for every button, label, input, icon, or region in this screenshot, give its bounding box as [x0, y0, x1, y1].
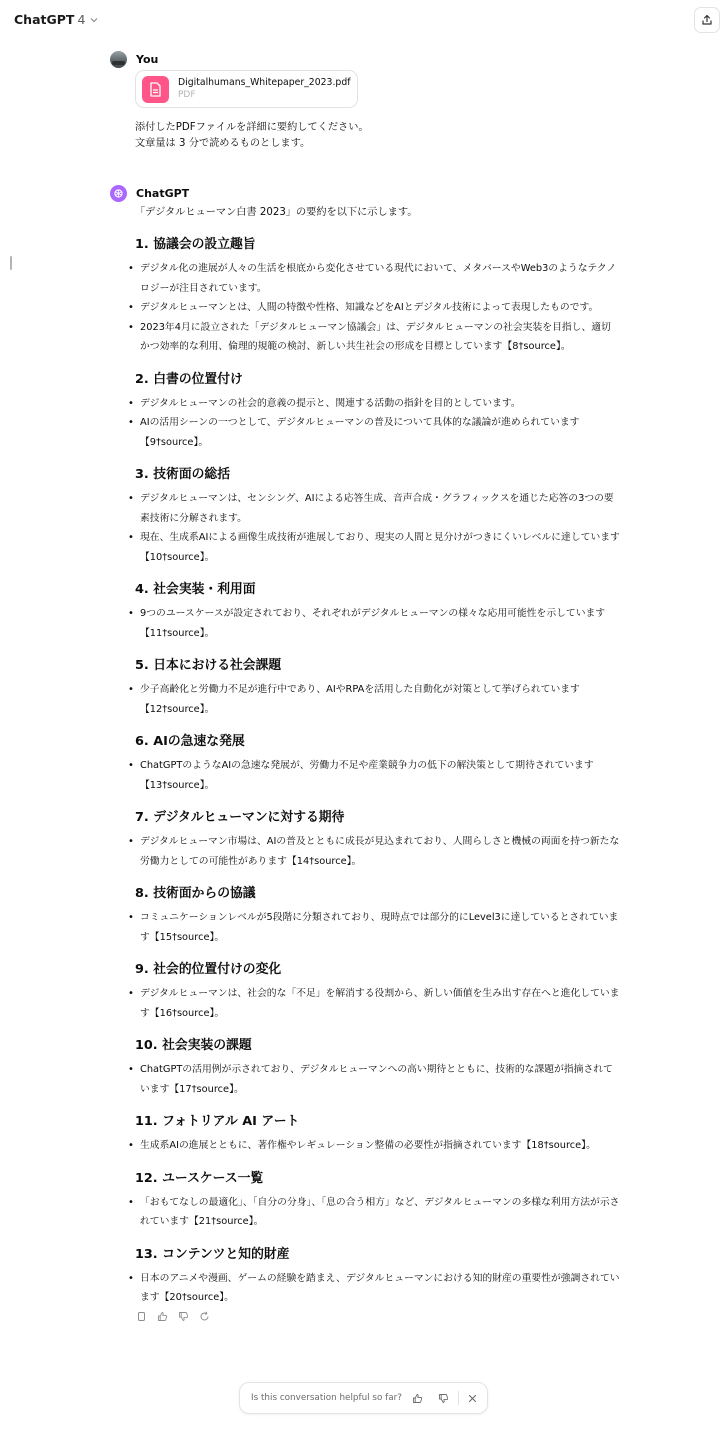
regenerate-button[interactable]: [198, 1310, 211, 1323]
user-message-line: 添付したPDFファイルを詳細に要約してください。: [135, 122, 369, 133]
assistant-message: [110, 184, 620, 1323]
section-heading: 6. AIの急速な発展: [135, 734, 245, 749]
chatgpt-avatar: [110, 185, 127, 202]
list-item: • コミュニケーションレベルが5段階に分類されており、現時点では部分的にLevel3に達しているとされています【15†source】。: [135, 908, 620, 947]
list-item: • デジタルヒューマン市場は、AIの普及とともに成長が見込まれており、人間らしさと機械の両面を持つ新たな労働力としての可能性があります【14†source】。: [135, 832, 620, 871]
thumbs-down-button[interactable]: [177, 1310, 190, 1323]
section-heading: 1. 協議会の設立趣旨: [135, 237, 256, 252]
attachment-file-name: Digitalhumans_Whitepaper_2023.pdf: [178, 77, 351, 88]
section-list: [135, 832, 620, 871]
feedback-thumbs-down-button[interactable]: [437, 1391, 451, 1405]
list-item: • 少子高齢化と労働力不足が進行中であり、AIやRPAを活用した自動化が対策として挙げられています【12†source】。: [135, 680, 620, 719]
section-heading: 2. 白書の位置付け: [135, 371, 243, 387]
list-item: • デジタルヒューマンは、社会的な「不足」を解消する役割から、新しい価値を生み出す存在へと進化しています【16†source】。: [135, 984, 620, 1023]
section-list: [135, 394, 620, 453]
section-heading: 9. 社会的位置付けの変化: [135, 962, 282, 977]
list-item: • 「おもてなしの最適化」、「自分の分身」、「息の合う相方」など、デジタルヒューマンの多様な利用方法が示されています【21†source】。: [135, 1193, 620, 1232]
model-selector[interactable]: [14, 12, 98, 27]
section-list: [135, 680, 620, 719]
scroll-handle[interactable]: [10, 256, 12, 270]
user-message-text: [135, 120, 620, 152]
user-message: [110, 50, 620, 152]
section-heading: 8. 技術面からの協議: [135, 886, 256, 901]
message-actions: [135, 1310, 620, 1323]
answer-intro: 「デジタルヒューマン白書 2023」の要約を以下に示します。: [135, 207, 418, 218]
section-list: [135, 489, 620, 567]
thumbs-up-icon: [157, 1311, 168, 1322]
share-icon: [701, 14, 713, 26]
user-message-line: 文章量は 3 分で読めるものとします。: [135, 138, 311, 149]
list-item: • デジタルヒューマンは、センシング、AIによる応答生成、音声合成・グラフィックスを通じた応答の3つの要素技術に分解されます。: [135, 489, 620, 528]
section-list: [135, 984, 620, 1023]
top-bar: [0, 0, 728, 40]
section-list: [135, 1136, 620, 1156]
pdf-attachment[interactable]: [135, 70, 358, 108]
section-heading: 3. 技術面の総括: [135, 467, 231, 482]
copy-button[interactable]: [135, 1310, 148, 1323]
section-heading: 5. 日本における社会課題: [135, 658, 282, 673]
list-item: • デジタルヒューマンとは、人間の特徴や性格、知識などをAIとデジタル技術によって表現したものです。: [135, 298, 620, 318]
list-item: • デジタルヒューマンの社会的意義の提示と、関連する活動の指針を目的としています。: [135, 394, 620, 414]
section-list: [135, 1193, 620, 1232]
list-item: • 生成系AIの進展とともに、著作権やレギュレーション整備の必要性が指摘されています【18†source】。: [135, 1136, 620, 1156]
section-heading: 13. コンテンツと知的財産: [135, 1246, 290, 1262]
document-icon: [142, 76, 169, 103]
feedback-thumbs-up-button[interactable]: [411, 1391, 425, 1405]
model-name: ChatGPT: [14, 12, 75, 27]
assistant-answer: [135, 205, 620, 1323]
openai-logo-icon: [113, 188, 124, 199]
section-list: [135, 1269, 620, 1308]
conversation-feedback-bar: [239, 1382, 488, 1414]
chevron-down-icon: [90, 16, 98, 24]
attachment-file-type: PDF: [178, 90, 196, 100]
section-list: [135, 756, 620, 795]
list-item: • 9つのユースケースが設定されており、それぞれがデジタルヒューマンの様々な応用可能性を示しています【11†source】。: [135, 604, 620, 643]
copy-icon: [136, 1311, 147, 1322]
section-list: [135, 604, 620, 643]
section-heading: 4. 社会実装・利用面: [135, 582, 256, 597]
refresh-icon: [199, 1311, 210, 1322]
thumbs-down-icon: [178, 1311, 189, 1322]
feedback-question: Is this conversation helpful so far?: [251, 1393, 402, 1403]
section-heading: 10. 社会実装の課題: [135, 1038, 252, 1053]
list-item: • AIの活用シーンの一つとして、デジタルヒューマンの普及について具体的な議論が進められています【9†source】。: [135, 413, 620, 452]
thumbs-up-icon: [412, 1393, 423, 1404]
list-item: • 現在、生成系AIによる画像生成技術が進展しており、現実の人間と見分けがつきにくいレベルに達しています【10†source】。: [135, 528, 620, 567]
section-list: [135, 259, 620, 357]
section-heading: 11. フォトリアル AI アート: [135, 1114, 300, 1129]
list-item: • 日本のアニメや漫画、ゲームの経験を踏まえ、デジタルヒューマンにおける知的財産の重要性が強調されています【20†source】。: [135, 1269, 620, 1308]
section-list: [135, 908, 620, 947]
list-item: • ChatGPTの活用例が示されており、デジタルヒューマンへの高い期待とともに、技術的な課題が指摘されています【17†source】。: [135, 1060, 620, 1099]
user-avatar: [110, 51, 127, 68]
section-list: [135, 1060, 620, 1099]
list-item: • ChatGPTのようなAIの急速な発展が、労働力不足や産業競争力の低下の解決策として期待されています【13†source】。: [135, 756, 620, 795]
assistant-sender-name: ChatGPT: [136, 186, 190, 200]
feedback-close-button[interactable]: [466, 1391, 480, 1405]
user-sender-name: You: [136, 52, 159, 66]
close-icon: [468, 1394, 477, 1403]
model-version: 4: [77, 12, 86, 27]
feedback-divider: [458, 1391, 459, 1405]
section-heading: 12. ユースケース一覧: [135, 1170, 264, 1186]
list-item: • 2023年4月に設立された「デジタルヒューマン協議会」は、デジタルヒューマンの社会実装を目指し、適切かつ効率的な利用、倫理的規範の検討、新しい共生社会の形成を目標としています【8†source】。: [135, 318, 620, 357]
thumbs-down-icon: [438, 1393, 449, 1404]
list-item: • デジタル化の進展が人々の生活を根底から変化させている現代において、メタバースやWeb3のようなテクノロジーが注目されています。: [135, 259, 620, 298]
thumbs-up-button[interactable]: [156, 1310, 169, 1323]
section-heading: 7. デジタルヒューマンに対する期待: [135, 810, 345, 825]
share-button[interactable]: [694, 7, 720, 33]
